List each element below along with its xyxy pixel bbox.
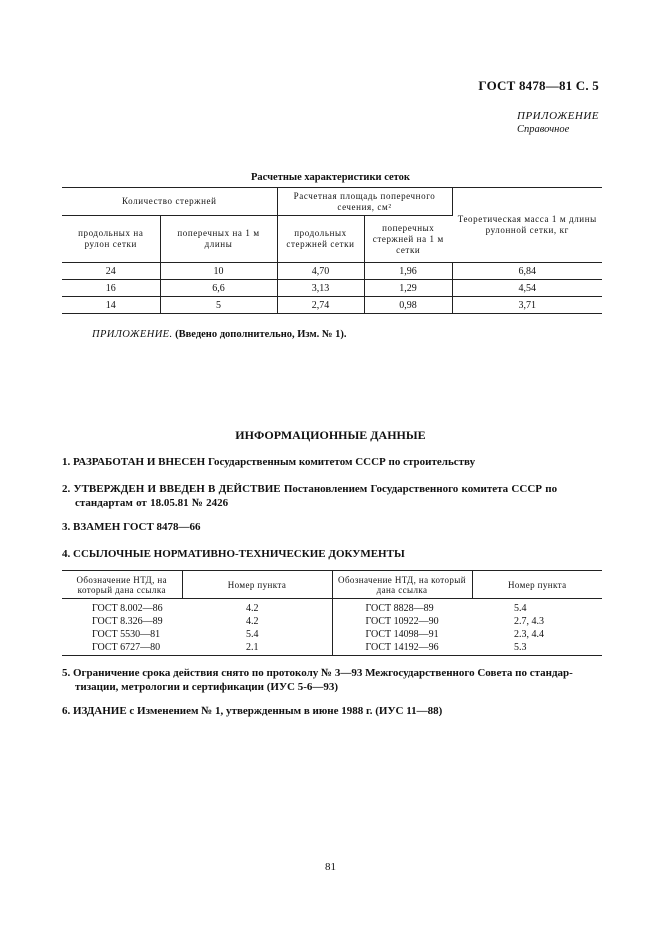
cell-longitudinal-area: 4,70 <box>277 263 364 280</box>
cell-designation: ГОСТ 10922—90 <box>365 616 439 627</box>
info-section-title: ИНФОРМАЦИОННЫЕ ДАННЫЕ <box>235 428 426 442</box>
table-row <box>62 641 602 656</box>
note-italic-label: ПРИЛОЖЕНИЕ. <box>92 329 173 340</box>
header-designation-right: Обозначение НТД, на который дана ссылка <box>332 571 472 599</box>
cell-transverse-count: 10 <box>160 263 277 280</box>
mesh-characteristics-table <box>62 187 602 314</box>
cell-transverse-count: 5 <box>160 297 277 314</box>
referenced-documents-table <box>62 570 602 656</box>
table-row <box>62 599 602 616</box>
info-item-5 <box>62 666 602 694</box>
info-item-2-line-1: 2. УТВЕРЖДЕН И ВВЕДЕН В ДЕЙСТВИЕ Постановлением Государственного комитета СССР по <box>62 483 558 495</box>
info-item-3: 3. ВЗАМЕН ГОСТ 8478—66 <box>62 521 201 533</box>
appendix-subtitle: Справочное <box>517 124 570 135</box>
cell-item: 4.2 <box>182 599 332 616</box>
appendix-title: ПРИЛОЖЕНИЕ <box>517 110 599 122</box>
header-transverse-area: поперечных стержней на 1 м сетки <box>372 222 444 255</box>
info-item-4: 4. ССЫЛОЧНЫЕ НОРМАТИВНО-ТЕХНИЧЕСКИЕ ДОКУМЕНТЫ <box>62 548 405 560</box>
header-transverse-per-meter: поперечных на 1 м длины <box>160 216 277 263</box>
cell-designation: ГОСТ 6727—80 <box>62 641 182 656</box>
cell-longitudinal-area: 2,74 <box>277 297 364 314</box>
header-longitudinal-area: продольных стержней сетки <box>277 216 364 263</box>
table-row <box>62 615 602 628</box>
cell-item: 5.4 <box>514 603 527 614</box>
cell-longitudinal-area: 3,13 <box>277 280 364 297</box>
info-item-2-line-2: стандартам от 18.05.81 № 2426 <box>75 497 229 509</box>
cell-transverse-area: 1,29 <box>364 280 452 297</box>
cell-mass: 4,54 <box>452 280 602 297</box>
cell-designation: ГОСТ 8.326—89 <box>92 616 163 627</box>
cell-item: 2.7, 4.3 <box>514 616 544 627</box>
header-item-right: Номер пункта <box>472 571 602 599</box>
info-item-6: 6. ИЗДАНИЕ с Изменением № 1, утвержденным в июне 1988 г. (ИУС 11—88) <box>62 705 443 717</box>
cell-mass: 6,84 <box>452 263 602 280</box>
header-longitudinal-per-roll: продольных на рулон сетки <box>62 216 160 263</box>
cell-item: 5.3 <box>472 641 602 656</box>
table-row <box>62 297 602 314</box>
header-theoretical-mass: Теоретическая масса 1 м длины рулонной сетки, кг <box>457 214 597 235</box>
cell-designation: ГОСТ 14098—91 <box>365 629 439 640</box>
cell-transverse-area: 1,96 <box>364 263 452 280</box>
document-reference: ГОСТ 8478—81 С. 5 <box>478 78 599 93</box>
cell-designation: ГОСТ 5530—81 <box>92 629 161 640</box>
cell-item: 4.2 <box>182 615 332 628</box>
cell-item: 2.3, 4.4 <box>514 629 544 640</box>
info-item-2 <box>62 482 602 510</box>
header-cross-section-area: Расчетная площадь поперечного сечения, см² <box>277 188 452 216</box>
cell-transverse-count: 6,6 <box>160 280 277 297</box>
header-rod-count: Количество стержней <box>62 188 277 216</box>
info-item-1: 1. РАЗРАБОТАН И ВНЕСЕН Государственным комитетом СССР по строительству <box>62 456 476 468</box>
cell-item: 2.1 <box>182 641 332 656</box>
cell-longitudinal-count: 16 <box>62 280 160 297</box>
header-item-left: Номер пункта <box>182 571 332 599</box>
cell-longitudinal-count: 14 <box>62 297 160 314</box>
cell-transverse-area: 0,98 <box>364 297 452 314</box>
table-row <box>62 280 602 297</box>
info-item-5-line-1: 5. Ограничение срока действия снято по протоколу № 3—93 Межгосударственного Совета по стандар- <box>62 667 573 679</box>
cell-designation: ГОСТ 8.002—86 <box>92 603 163 614</box>
cell-designation: ГОСТ 14192—96 <box>332 641 472 656</box>
table-row <box>62 263 602 280</box>
header-designation-left: Обозначение НТД, на который дана ссылка <box>62 571 182 599</box>
table-title: Расчетные характеристики сеток <box>251 172 410 183</box>
cell-longitudinal-count: 24 <box>62 263 160 280</box>
appendix-note <box>92 329 346 340</box>
note-amendment-text: (Введено дополнительно, Изм. № 1). <box>175 329 347 340</box>
cell-designation: ГОСТ 8828—89 <box>365 603 434 614</box>
table-row <box>62 628 602 641</box>
cell-mass: 3,71 <box>452 297 602 314</box>
page-number: 81 <box>325 861 336 873</box>
info-item-5-line-2: тизации, метрологии и сертификации (ИУС 5-6—93) <box>75 681 339 693</box>
cell-item: 5.4 <box>182 628 332 641</box>
